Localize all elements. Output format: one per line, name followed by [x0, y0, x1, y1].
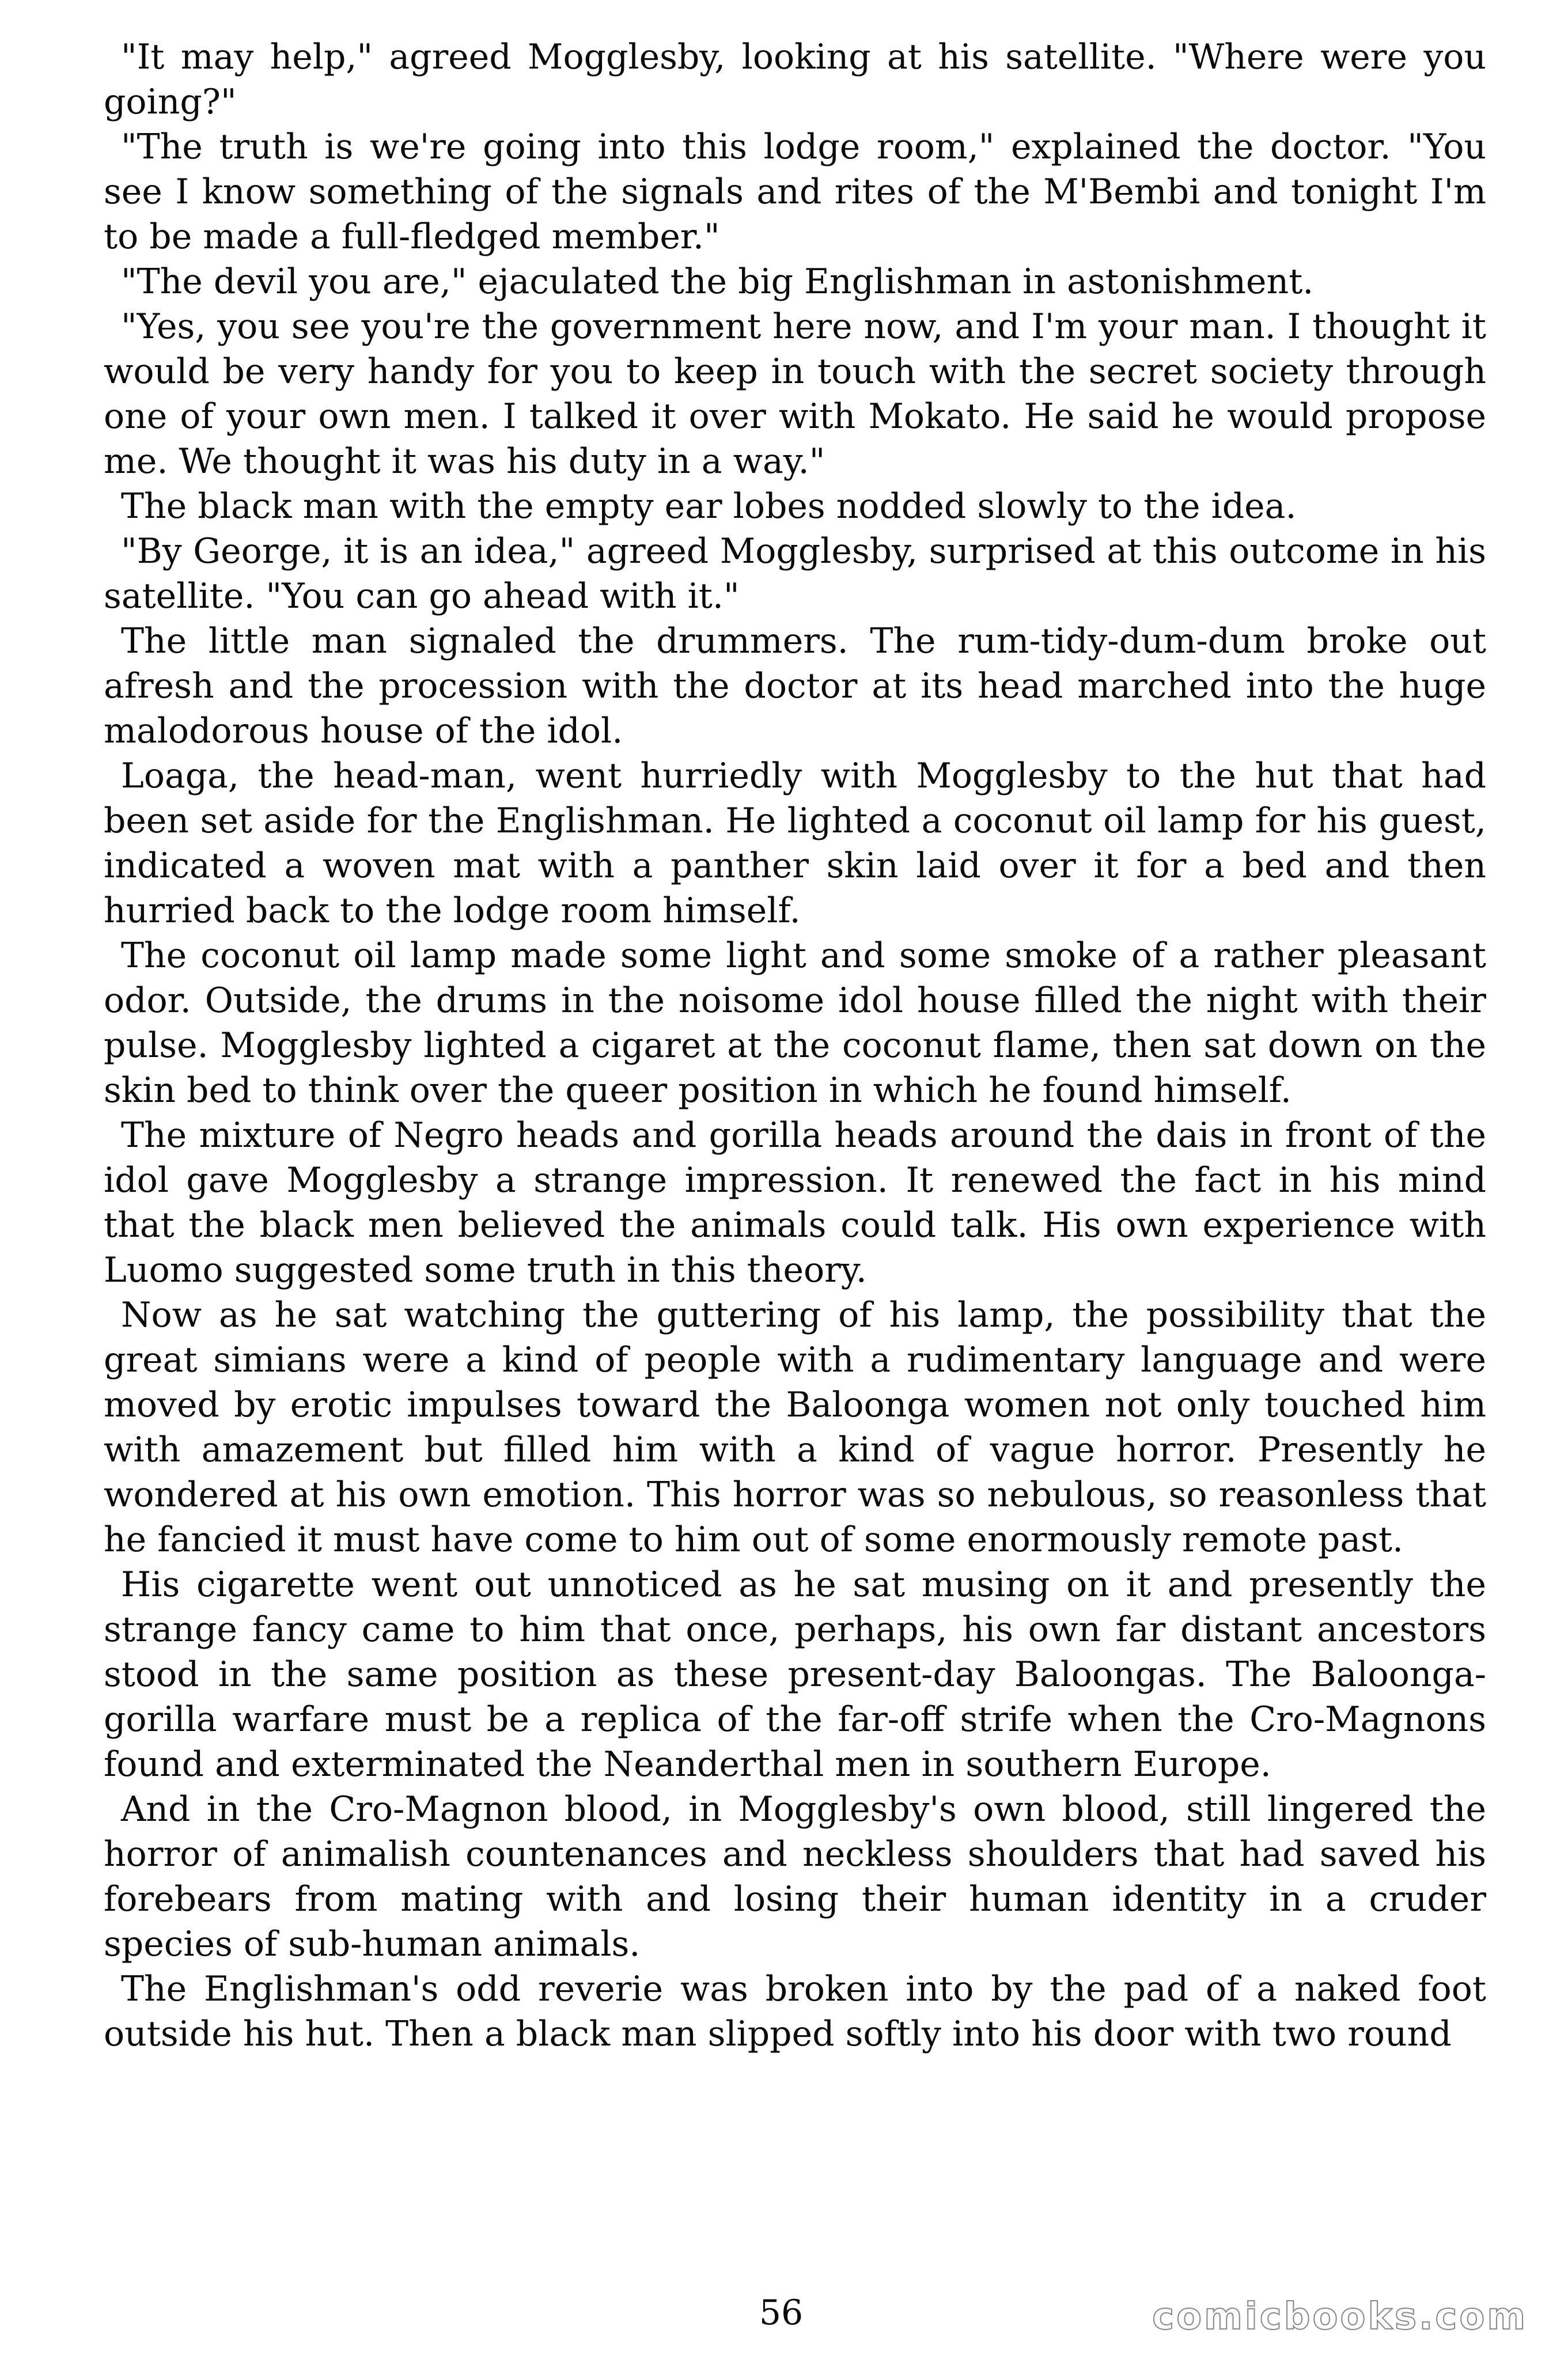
paragraph-14: The Englishman's odd reverie was broken into by the pad of a naked foot outside his hut. Then a black man slipped softly into his door with two round [104, 1969, 1486, 2054]
paragraph-5: The black man with the empty ear lobes nodded slowly to the idea. [121, 486, 1297, 526]
paragraph-3: "The devil you are," ejaculated the big Englishman in astonishment. [121, 262, 1314, 302]
watermark: comicbooks.com [1152, 2296, 1528, 2338]
paragraph-7: The little man signaled the drummers. The rum-tidy-dum-dum broke out afresh and the procession with the doctor at its head marched into the huge malodorous house of the idol. [104, 621, 1486, 751]
body-text [104, 35, 1486, 2056]
paragraph-12: His cigarette went out unnoticed as he sat musing on it and presently the strange fancy came to him that once, perhaps, his own far distant ancestors stood in the same position as these present-day Baloongas. The Baloonga-gorilla warfare must be a replica of the far-off strife when the Cro-Magnons found and exterminated the Neanderthal men in southern Europe. [104, 1565, 1486, 1785]
paragraph-13: And in the Cro-Magnon blood, in Mogglesby's own blood, still lingered the horror of animalish countenances and neckless shoulders that had saved his forebears from mating with and losing their human identity in a cruder species of sub-human animals. [104, 1789, 1486, 1964]
paragraph-8: Loaga, the head-man, went hurriedly with Mogglesby to the hut that had been set aside for the Englishman. He lighted a coconut oil lamp for his guest, indicated a woven mat with a panther skin laid over it for a bed and then hurried back to the lodge room himself. [104, 756, 1486, 931]
paragraph-6: "By George, it is an idea," agreed Mogglesby, surprised at this outcome in his satellite. "You can go ahead with it." [104, 531, 1486, 616]
paragraph-1: "It may help," agreed Mogglesby, looking at his satellite. "Where were you going?" [104, 37, 1486, 122]
paragraph-9: The coconut oil lamp made some light and some smoke of a rather pleasant odor. Outside, the drums in the noisome idol house filled the night with their pulse. Mogglesby lighted a cigaret at the coconut flame, then sat down on the skin bed to think over the queer position in which he found himself. [104, 935, 1486, 1111]
paragraph-4: "Yes, you see you're the government here now, and I'm your man. I thought it would be very handy for you to keep in touch with the secret society through one of your own men. I talked it over with Mokato. He said he would propose me. We thought it was his duty in a way." [104, 306, 1486, 482]
paragraph-11: Now as he sat watching the guttering of his lamp, the possibility that the great simians were a kind of people with a rudimentary language and were moved by erotic impulses toward the Baloonga women not only touched him with amazement but filled him with a kind of vague horror. Presently he wondered at his own emotion. This horror was so nebulous, so reasonless that he fancied it must have come to him out of some enormously remote past. [104, 1295, 1486, 1560]
paragraph-10: The mixture of Negro heads and gorilla heads around the dais in front of the idol gave Mogglesby a strange impression. It renewed the fact in his mind that the black men believed the animals could talk. His own experience with Luomo suggested some truth in this theory. [104, 1115, 1486, 1290]
page-number: 56 [759, 2293, 804, 2333]
paragraph-2: "The truth is we're going into this lodge room," explained the doctor. "You see I know something of the signals and rites of the M'Bembi and tonight I'm to be made a full-fledged member." [104, 127, 1486, 257]
